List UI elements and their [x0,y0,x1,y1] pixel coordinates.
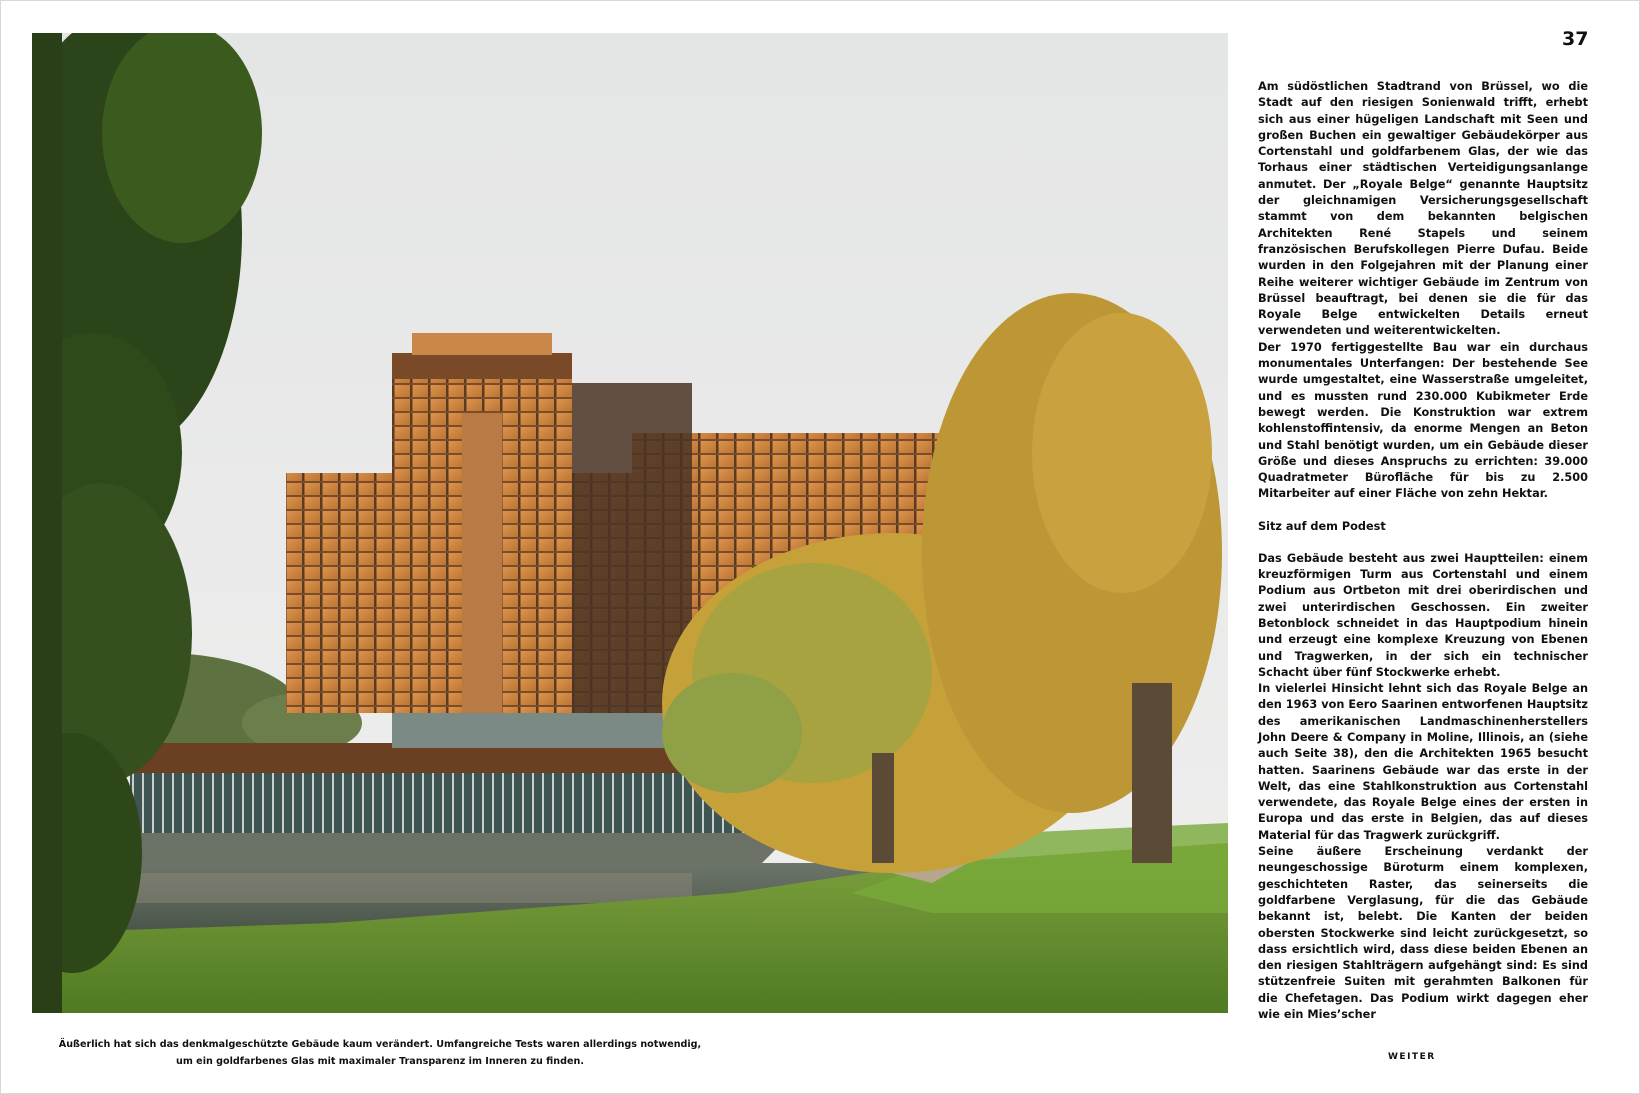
caption-line-2: um ein goldfarbenes Glas mit maximaler Transparenz im Inneren zu finden. [176,1056,584,1067]
spacer [1258,535,1588,551]
article-paragraph-5: Seine äußere Erscheinung verdankt der neungeschossige Büroturm einem komplexen, geschichteten Raster, das seinerseits die goldfarbene Verglasung, für die das Gebäude bekannt ist, belebt. Die Kanten der beiden obersten Stockwerke sind leicht zurückgesetzt, so dass ersichtlich wird, dass diese beiden Ebenen an den riesigen Stahlträgern aufgehängt sind: Es sind stützenfreie Suiten mit gerahmten Balkonen für die Chefetagen. Das Podium wirkt dagegen eher wie ein Mies’scher [1258,845,1588,1022]
building-photo-illustration [32,33,1228,1013]
building-photo [32,33,1228,1013]
page-number: 37 [1562,28,1589,50]
continue-link[interactable]: WEITER [1388,1052,1436,1062]
article-text [1258,79,1588,1023]
article-paragraph-intro: Am südöstlichen Stadtrand von Brüssel, wo die Stadt auf den riesigen Sonienwald trifft, erhebt sich aus einer hügeligen Landschaft mit Seen und großen Buchen ein gewaltiger Gebäudekörper aus Cortenstahl und goldfarbenem Glas, der wie das Torhaus einer städtischen Verteidigungsanlange anmutet. Der „Royale Belge“ genannte Hauptsitz der gleichnamigen Versicherungsgesellschaft stammt von dem bekannten belgischen Architekten René Stapels und seinem französischen Berufskollegen Pierre Dufau. Beide wurden in den Folgejahren mit der Planung einer Reihe weiterer wichtiger Gebäude im Zentrum von Brüssel beauftragt, bei denen sie die für das Royale Belge entwickelten Details erneut verwendeten und weiterentwickelten. [1258,80,1588,338]
article-paragraph-2: Der 1970 fertiggestellte Bau war ein durchaus monumentales Unterfangen: Der bestehende See wurde umgestaltet, eine Wasserstraße umgeleitet, und es mussten rund 230.000 Kubikmeter Erde bewegt werden. Die Konstruktion war extrem kohlenstoffintensiv, da enorme Mengen an Beton und Stahl benötigt wurden, um ein Gebäude dieser Größe und dieses Anspruchs zu errichten: 39.000 Quadratmeter Bürofläche für bis zu 2.500 Mitarbeiter auf einer Fläche von zehn Hektar. [1258,340,1588,501]
article-paragraph-3: Das Gebäude besteht aus zwei Hauptteilen: einem kreuzförmigen Turm aus Cortenstahl und einem Podium aus Ortbeton mit drei oberirdischen und zwei unterirdischen Geschossen. Ein zweiter Betonblock schneidet in das Hauptpodium hinein und erzeugt eine komplexe Kreuzung von Ebenen und Tragwerken, in der sich ein technischer Schacht über fünf Stockwerke erhebt. [1258,551,1588,679]
article-paragraph-4: In vielerlei Hinsicht lehnt sich das Royale Belge an den 1963 von Eero Saarinen entworfenen Hauptsitz des amerikanischen Landmaschinenherstellers John Deere & Company in Moline, Illinois, an (siehe auch Seite 38), den die Architekten 1965 besucht hatten. Saarinens Gebäude war das erste in der Welt, das eine Stahlkonstruktion aus Cortenstahl verwendete, das Royale Belge eines der ersten in Europa und das erste in Belgien, das auf dieses Material für das Tragwerk zurückgriff. [1258,682,1588,842]
photo-caption [40,1036,720,1070]
article-subheading: Sitz auf dem Podest [1258,519,1386,533]
caption-line-1: Äußerlich hat sich das denkmalgeschützte Gebäude kaum verändert. Umfangreiche Tests waren allerdings notwendig, [58,1039,702,1050]
spacer [1258,503,1588,519]
